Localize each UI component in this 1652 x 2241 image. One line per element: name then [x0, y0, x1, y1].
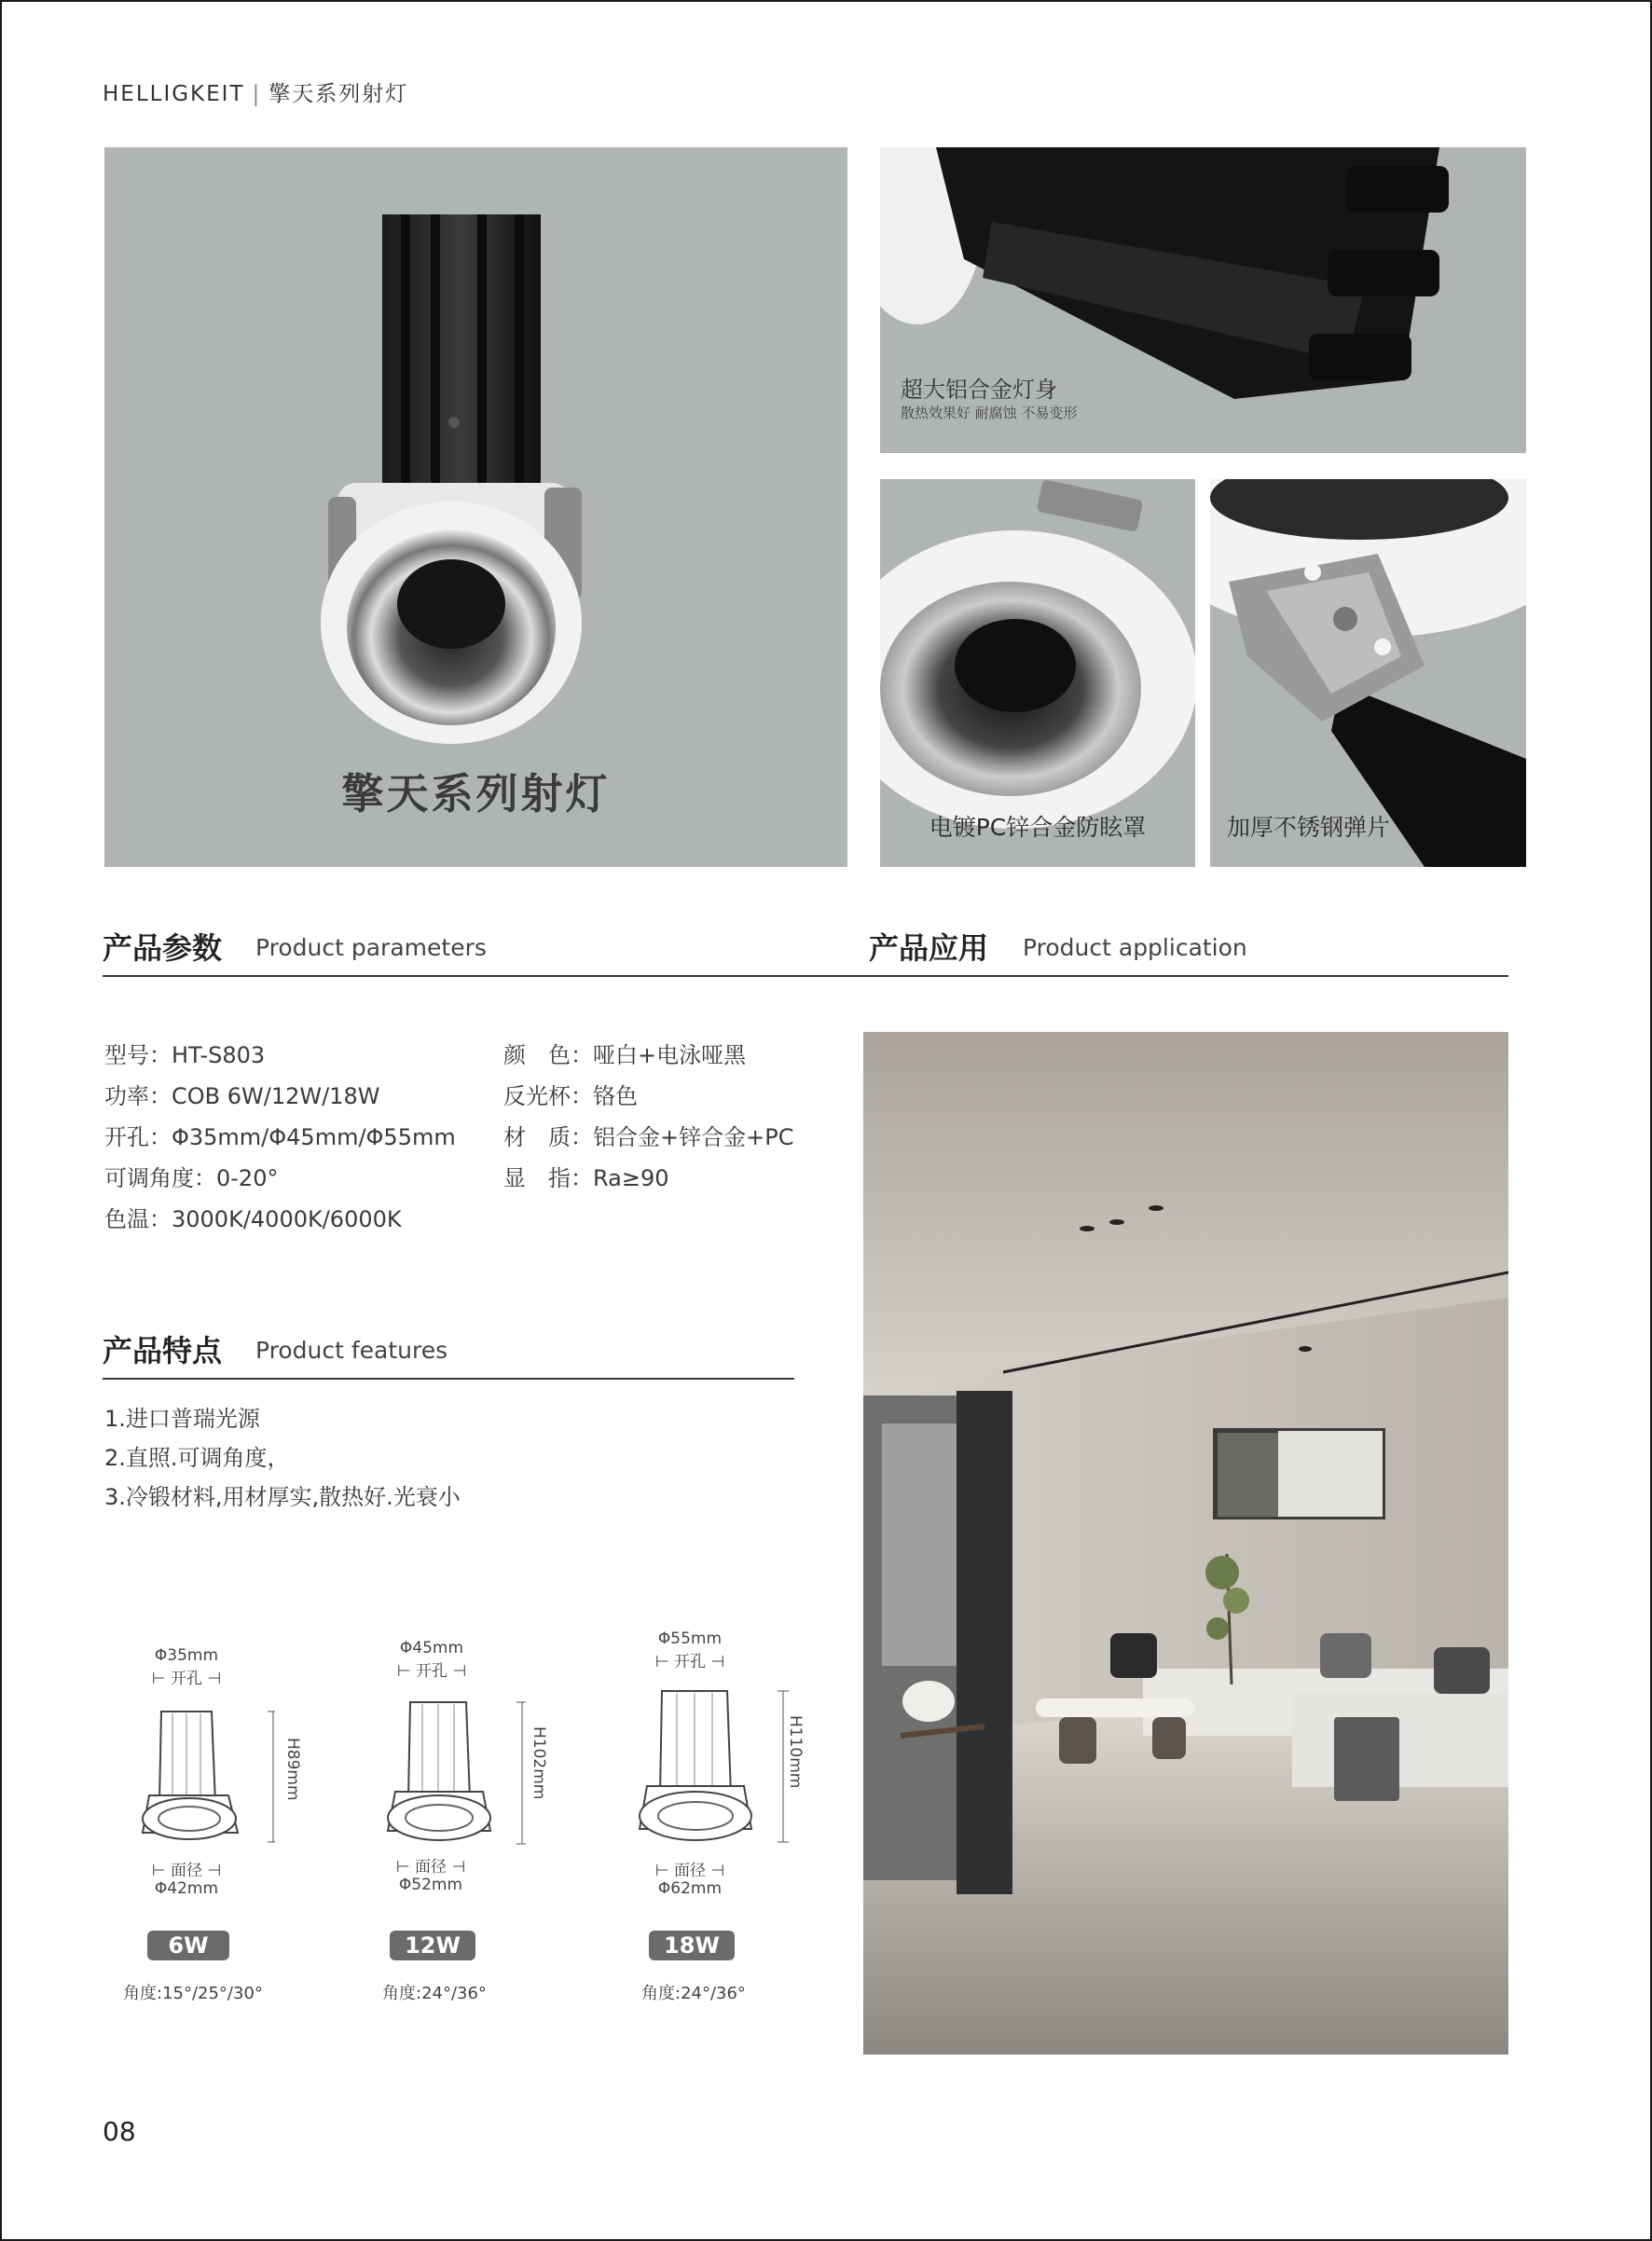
params-heading-en: Product parameters: [255, 934, 487, 961]
variant-12w-cutout-size: Φ45mm: [399, 1639, 464, 1657]
application-heading-cn: 产品应用: [869, 930, 989, 966]
param-cct: 色温：3000K/4000K/6000K: [104, 1206, 402, 1232]
variant-6w-face-label: ⊢ 面径 ⊣: [151, 1862, 222, 1880]
variant-12w-drawing: [380, 1695, 530, 1853]
detail-heatsink-subcaption: 散热效果好 耐腐蚀 不易变形: [901, 405, 1078, 421]
header-brand: [103, 76, 408, 107]
detail-spring-clip-caption: 加厚不锈钢弹片: [1227, 814, 1391, 841]
variant-18w-cutout-size: Φ55mm: [657, 1629, 723, 1648]
variant-18w-face-size: Φ62mm: [657, 1879, 723, 1898]
variant-12w-badge: 12W: [390, 1931, 475, 1960]
param-model: 型号：HT-S803: [104, 1042, 266, 1068]
features-divider: [103, 1378, 794, 1380]
feature-item: 2.直照.可调角度，: [104, 1445, 290, 1471]
params-heading-cn: 产品参数: [103, 930, 223, 966]
series-name: 擎天系列射灯: [268, 82, 409, 106]
detail-reflector-caption: 电镀PC锌合金防眩罩: [929, 814, 1147, 841]
variant-12w-angle: 角度:24°/36°: [382, 1984, 487, 2003]
variant-6w-height: H89mm: [283, 1738, 302, 1801]
param-reflector: 反光杯：铬色: [503, 1083, 638, 1109]
variant-12w-face-label: ⊢ 面径 ⊣: [395, 1858, 466, 1877]
variant-6w-face-size: Φ42mm: [154, 1879, 219, 1898]
variant-6w-badge: 6W: [147, 1931, 229, 1960]
page-number: 08: [103, 2116, 136, 2147]
brand-separator: |: [252, 82, 262, 106]
variant-12w-face-size: Φ52mm: [398, 1876, 463, 1894]
variant-12w-cutout-label: ⊢ 开孔 ⊣: [396, 1662, 467, 1681]
variant-6w-angle: 角度:15°/25°/30°: [123, 1984, 263, 2003]
features-heading-cn: 产品特点: [103, 1333, 223, 1368]
hero-title: 擎天系列射灯: [341, 769, 611, 818]
param-cutout: 开孔：Φ35mm/Φ45mm/Φ55mm: [104, 1124, 456, 1150]
variant-6w-cutout-size: Φ35mm: [154, 1646, 219, 1665]
variant-18w-cutout-label: ⊢ 开孔 ⊣: [654, 1653, 725, 1671]
features-heading-en: Product features: [255, 1337, 448, 1364]
param-angle: 可调角度：0-20°: [104, 1165, 279, 1191]
variant-6w-cutout-label: ⊢ 开孔 ⊣: [151, 1670, 222, 1688]
param-power: 功率：COB 6W/12W/18W: [104, 1083, 380, 1109]
brand-name: HELLIGKEIT: [103, 82, 245, 106]
application-room-photo: [863, 1032, 1508, 2055]
application-heading-en: Product application: [1023, 934, 1247, 961]
variant-18w-angle: 角度:24°/36°: [641, 1984, 746, 2003]
param-material: 材 质：铝合金+锌合金+PC: [503, 1124, 794, 1150]
variant-12w-height: H102mm: [530, 1726, 548, 1800]
detail-heatsink-caption: 超大铝合金灯身: [901, 377, 1057, 403]
feature-item: 3.冷锻材料,用材厚实,散热好.光衰小: [104, 1484, 461, 1510]
feature-item: 1.进口普瑞光源: [104, 1406, 260, 1432]
params-application-divider: [103, 975, 1508, 977]
variant-6w-drawing: [135, 1702, 275, 1851]
param-color: 颜 色：哑白+电泳哑黑: [503, 1042, 747, 1068]
variant-18w-badge: 18W: [649, 1931, 735, 1960]
variant-18w-face-label: ⊢ 面径 ⊣: [654, 1862, 725, 1880]
variant-18w-height: H110mm: [786, 1715, 805, 1789]
param-cri: 显 指：Ra≥90: [503, 1165, 669, 1191]
variant-18w-drawing: [636, 1684, 794, 1851]
